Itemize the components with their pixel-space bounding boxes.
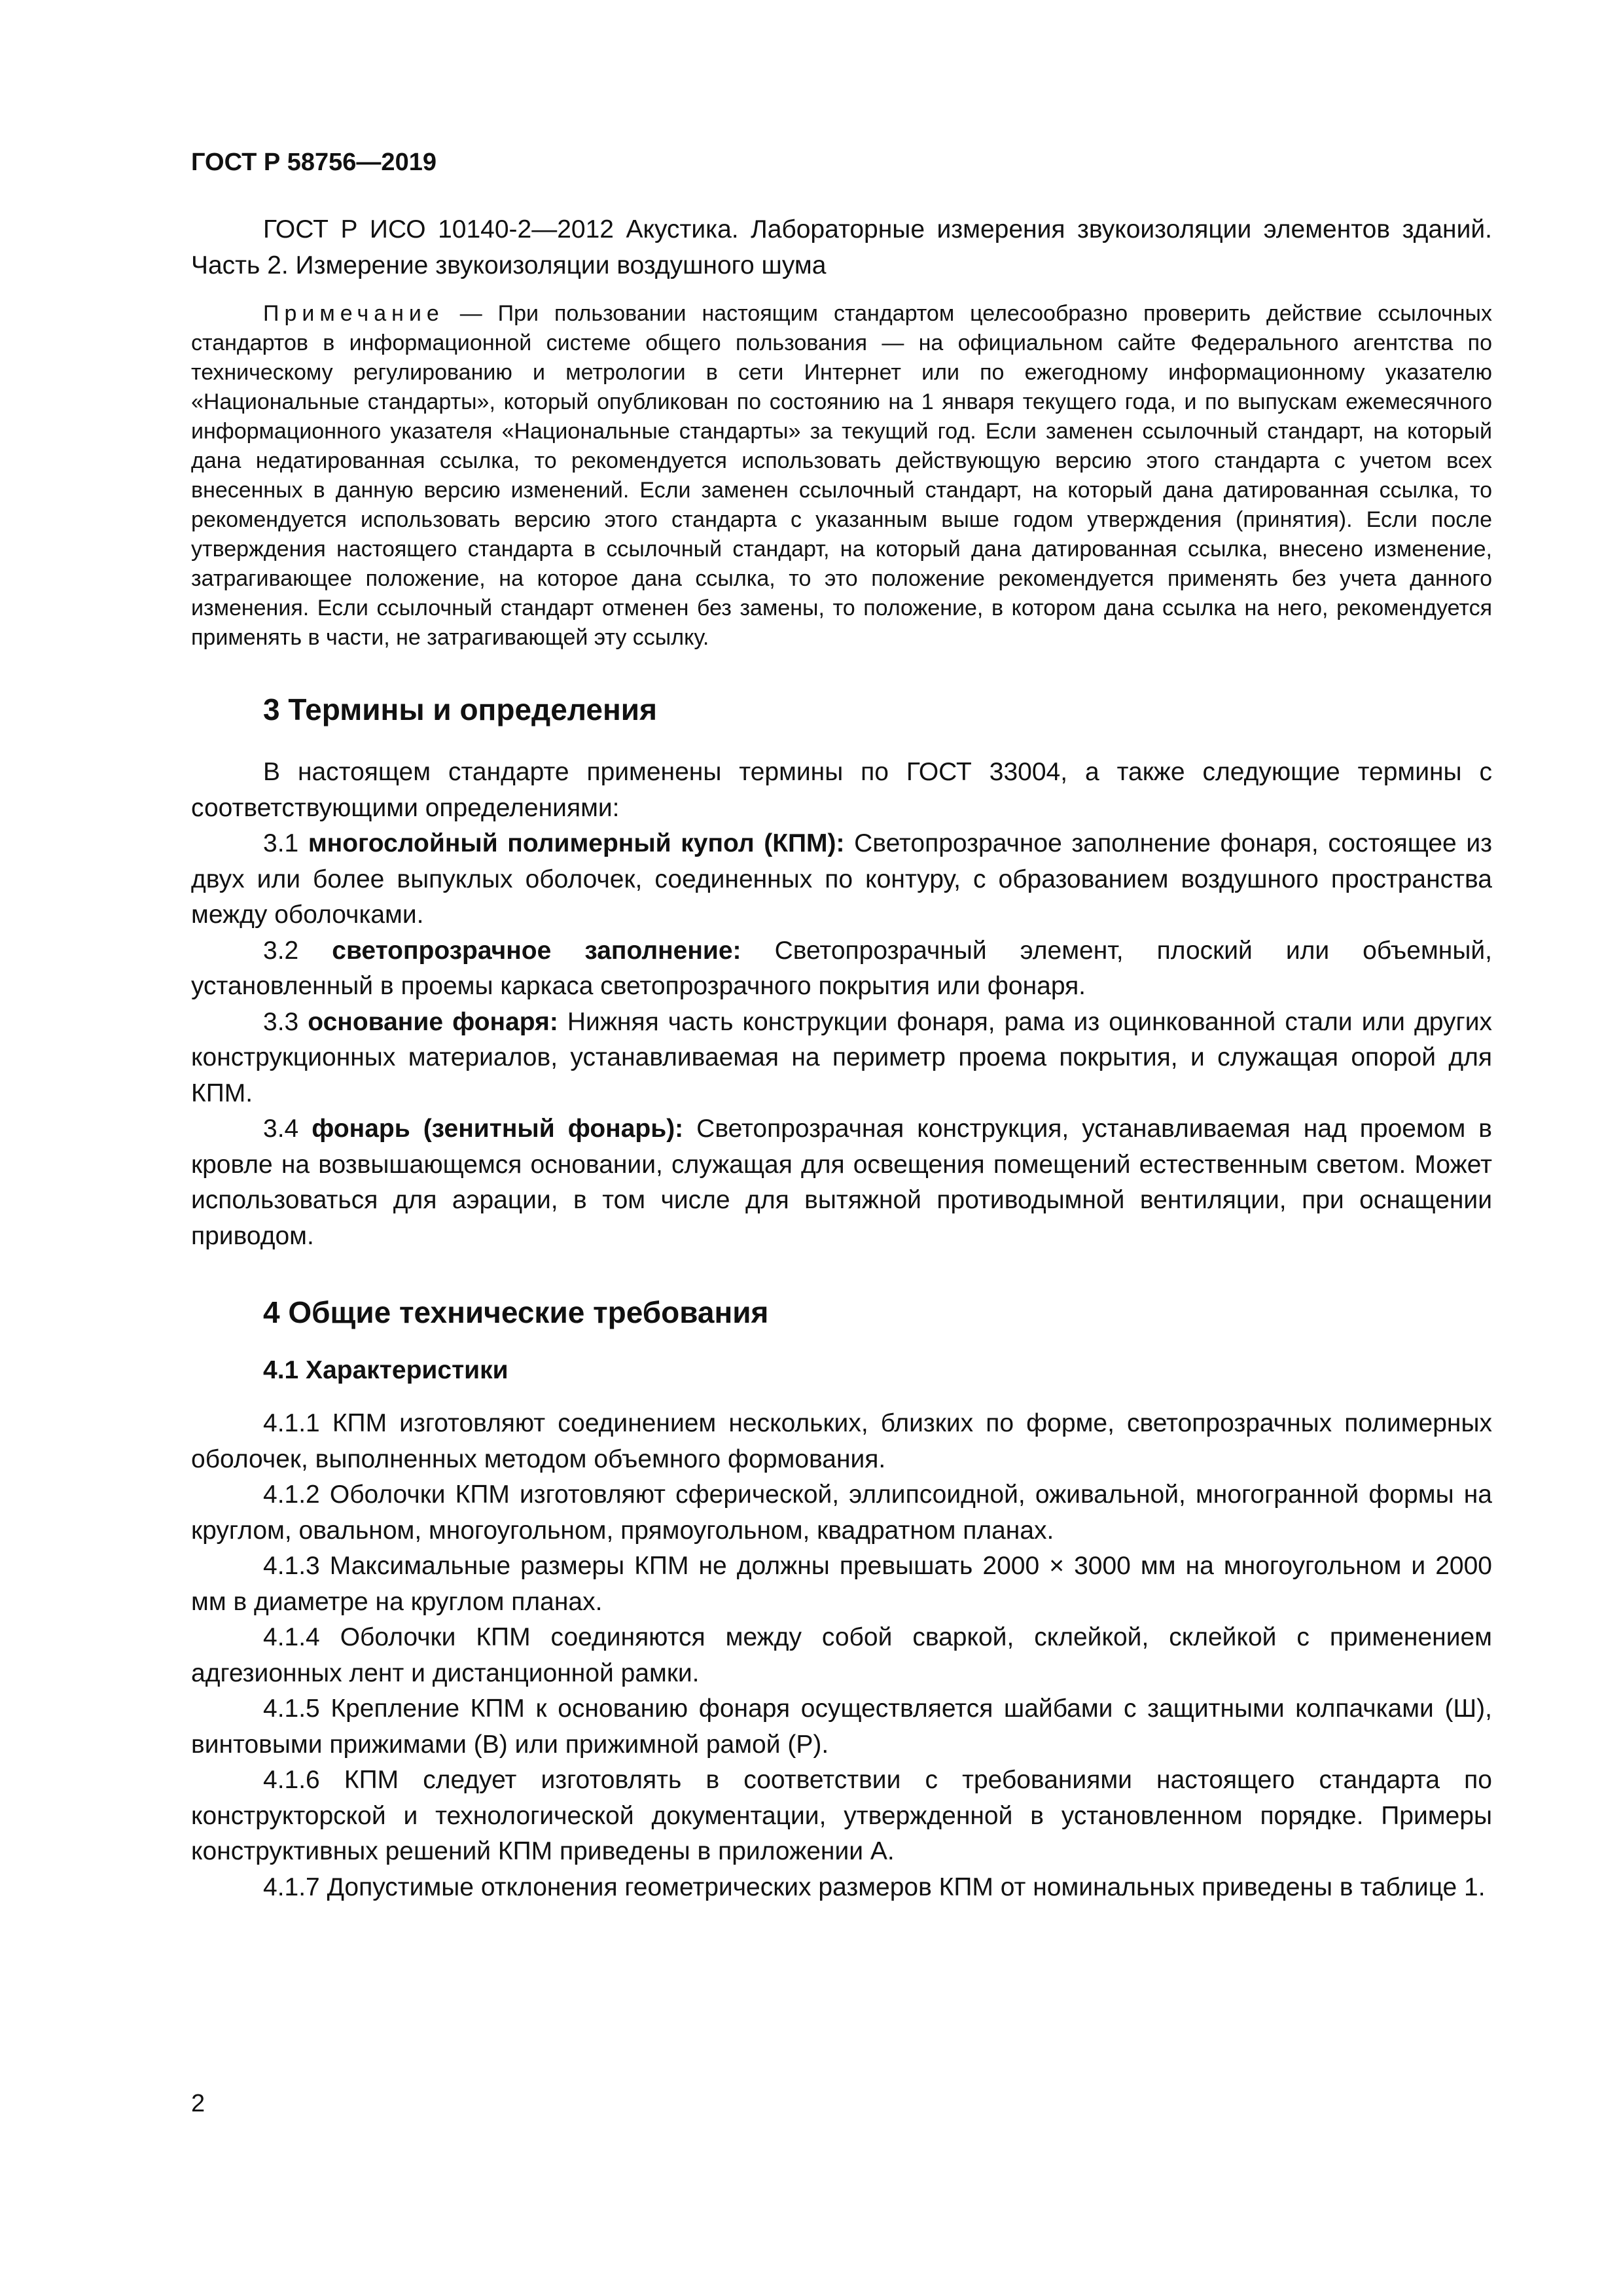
term-number: 3.1 (263, 829, 308, 857)
page-number: 2 (191, 2090, 205, 2117)
clause-4-1-7: 4.1.7 Допустимые отклонения геометрических размеров КПМ от номинальных приведены в таблице 1. (263, 1873, 1486, 1901)
term-3-1 (191, 826, 1492, 933)
term-number: 3.4 (263, 1115, 312, 1143)
term-name: светопрозрачное заполнение: (332, 936, 741, 965)
reference-iso-10140-2: ГОСТ Р ИСО 10140-2—2012 Акустика. Лабораторные измерения звукоизоляции элементов зданий. Часть 2. Измерение звукоизоляции воздушного шума (191, 215, 1492, 279)
document-id-header: ГОСТ Р 58756—2019 (191, 149, 437, 176)
page-content (191, 147, 1492, 1905)
term-number: 3.2 (263, 936, 332, 965)
term-definition: Светопрозрачный элемент, плоский или объемный, установленный в проемы каркаса светопрозрачного покрытия или фонаря. (191, 936, 1492, 1000)
term-3-3 (191, 1005, 1492, 1112)
note-text: — При пользовании настоящим стандартом целесообразно проверить действие ссылочных стандартов в информационной системе общего пользования — на официальном сайте Федерального агентства по техническому регулированию и метрологии в сети Интернет или по ежегодному информационному указателю «Национальные стандарты», который опубликован по состоянию на 1 января текущего года, и по выпускам ежемесячного информационного указателя «Национальные стандарты» за текущий год. Если заменен ссылочный стандарт, на который дана недатированная ссылка, то рекомендуется использовать действующую версию этого стандарта с учетом всех внесенных в данную версию изменений. Если заменен ссылочный стандарт, на который дана датированная ссылка, то рекомендуется использовать версию этого стандарта с указанным выше годом утверждения (принятия). Если после утверждения настоящего стандарта в ссылочный стандарт, на который дана датированная ссылка, внесено изменение, затрагивающее положение, на которое дана ссылка, то это положение рекомендуется применять без учета данного изменения. Если ссылочный стандарт отменен без замены, то положение, в котором дана ссылка на него, рекомендуется применять в части, не затрагивающей эту ссылку. (191, 301, 1492, 650)
section-3-title: 3 Термины и определения (263, 692, 657, 726)
clause-4-1-5: 4.1.5 Крепление КПМ к основанию фонаря осуществляется шайбами с защитными колпачками (Ш), винтовыми прижимами (В) или прижимной рамой (Р). (191, 1695, 1492, 1759)
term-definition: Светопрозрачное заполнение фонаря, состоящее из двух или более выпуклых оболочек, соединенных по контуру, с образованием воздушного пространства между оболочками. (191, 829, 1492, 929)
term-3-2 (191, 933, 1492, 1005)
clause-4-1-6: 4.1.6 КПМ следует изготовлять в соответствии с требованиями настоящего стандарта по конструкторской и технологической документации, утвержденной в установленном порядке. Примеры конструктивных решений КПМ приведены в приложении А. (191, 1766, 1492, 1865)
clause-4-1-2: 4.1.2 Оболочки КПМ изготовляют сферической, эллипсоидной, оживальной, многогранной формы на круглом, овальном, многоугольном, прямоугольном, квадратном планах. (191, 1480, 1492, 1545)
term-name: основание фонаря: (308, 1007, 558, 1036)
clause-4-1-3: 4.1.3 Максимальные размеры КПМ не должны превышать 2000 × 3000 мм на многоугольном и 2000 мм в диаметре на круглом планах. (191, 1552, 1492, 1616)
subsection-4-1-title: 4.1 Характеристики (263, 1356, 508, 1384)
note-paragraph (191, 299, 1492, 653)
term-definition: Нижняя часть конструкции фонаря, рама из оцинкованной стали или других конструкционных материалов, устанавливаемая на периметр проема покрытия, и служащая опорой для КПМ. (191, 1007, 1492, 1107)
note-label: Примечание (263, 301, 444, 326)
term-definition: Светопрозрачная конструкция, устанавливаемая над проемом в кровле на возвышающемся основании, служащая для освещения помещений естественным светом. Может использоваться для аэрации, в том числе для вытяжной противодымной вентиляции, при оснащении приводом. (191, 1115, 1492, 1250)
clause-4-1-4: 4.1.4 Оболочки КПМ соединяются между собой сваркой, склейкой, склейкой с применением адгезионных лент и дистанционной рамки. (191, 1623, 1492, 1687)
term-3-4 (191, 1111, 1492, 1254)
term-number: 3.3 (263, 1007, 308, 1036)
term-name: многослойный полимерный купол (КПМ): (308, 829, 845, 857)
section-4-title: 4 Общие технические требования (263, 1295, 769, 1329)
clause-4-1-1: 4.1.1 КПМ изготовляют соединением нескольких, близких по форме, светопрозрачных полимерных оболочек, выполненных методом объемного формования. (191, 1409, 1492, 1473)
section-3-intro: В настоящем стандарте применены термины по ГОСТ 33004, а также следующие термины с соответствующими определениями: (191, 758, 1492, 822)
term-name: фонарь (зенитный фонарь): (312, 1115, 684, 1143)
